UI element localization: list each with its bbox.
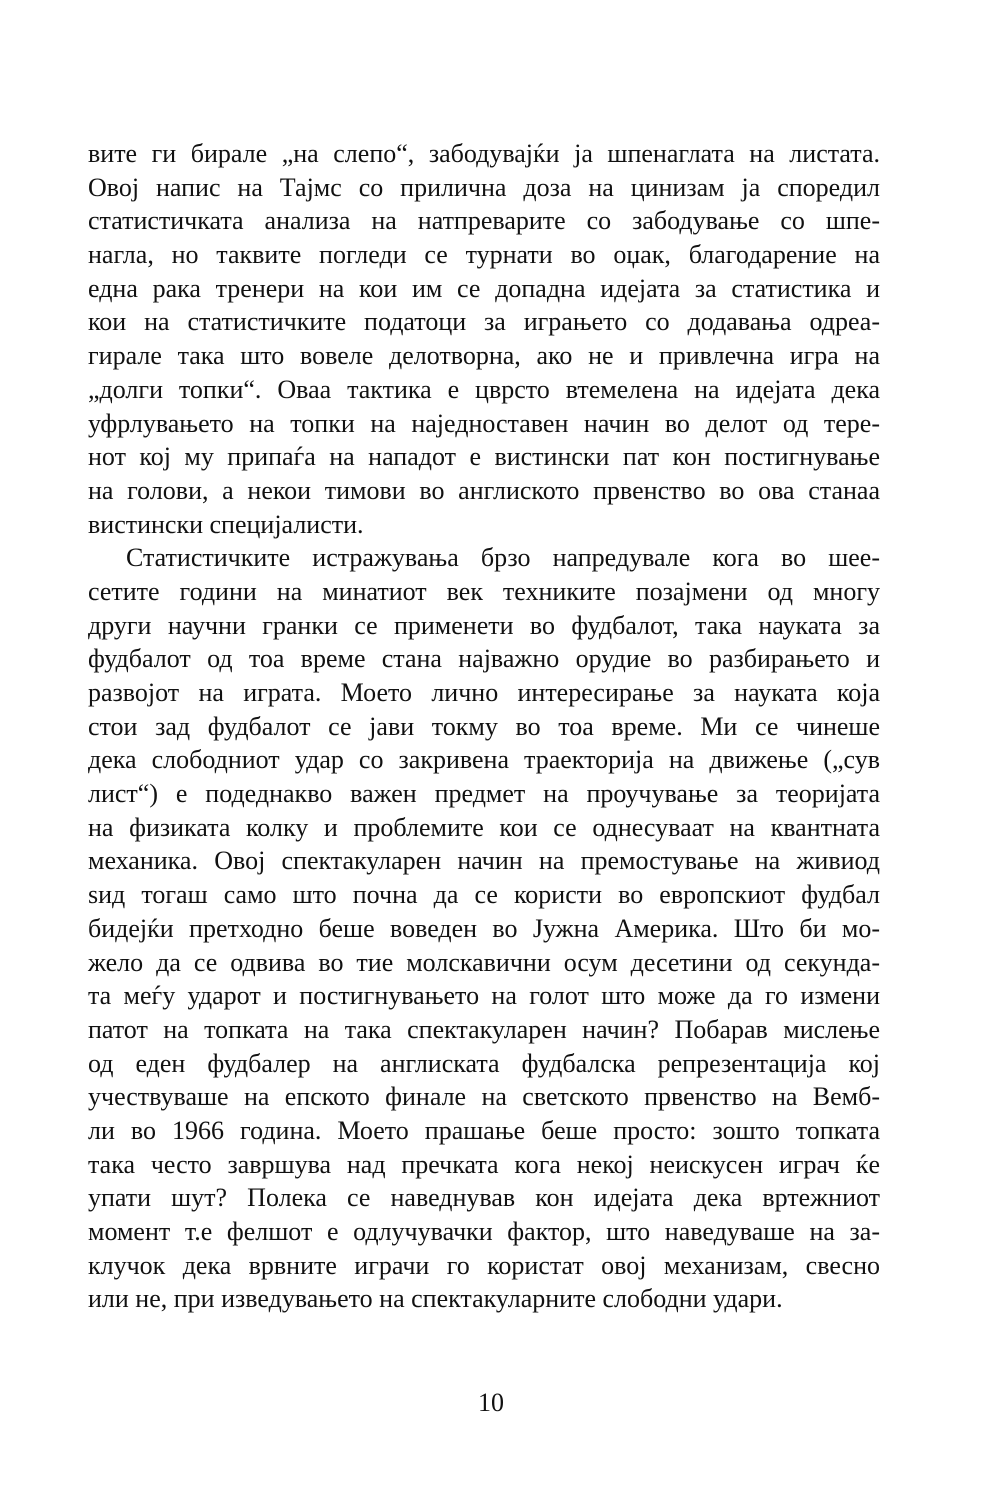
text-line: ѕид тогаш само што почна да се користи во европскиот фудбал: [88, 880, 880, 910]
text-line: учествуваше на епското финале на светското првенство на Вемб-: [88, 1082, 880, 1112]
text-line: развојот на играта. Моето лично интересирање за науката која: [88, 678, 880, 707]
text-line: Овој напис на Тајмс со прилична доза на цинизам ја споредил: [88, 172, 880, 202]
text-line: нот кој му припаѓа на нападот е вистински пат кон постигнување: [88, 442, 880, 472]
text-line: една рака тренери на кои им се допадна идејата за статистика и: [88, 273, 880, 303]
text-line: други научни гранки се применети во фудбалот, така науката за: [88, 610, 880, 640]
text-line: од еден фудбалер на англиската фудбалска репрезентација кој: [88, 1048, 880, 1078]
text-line: жело да се одвива во тие молскавични осум десетини од секунда-: [88, 947, 880, 977]
text-line: сетите години на минатиот век техниките позајмени од многу: [88, 576, 880, 606]
text-line: нагла, но таквите погледи се турнати во оџак, благодарение на: [88, 240, 880, 270]
text-line: патот на топката на така спектакуларен начин? Побарав мислење: [88, 1014, 880, 1044]
text-line: стои зад фудбалот се јави токму во тоа време. Ми се чинеше: [88, 711, 880, 741]
text-line: упати шут? Полека се наведнував кон идејата дека вртежниот: [88, 1183, 880, 1213]
text-line: лист“) е подеднакво важен предмет на проучување за теоријата: [88, 779, 880, 809]
text-line: клучок дека врвните играчи го користат овој механизам, свесно: [88, 1250, 880, 1280]
text-line: та меѓу ударот и постигнувањето на голот што може да го измени: [88, 981, 880, 1011]
text-line: „долги топки“. Оваа тактика е цврсто втемелена на идејата дека: [88, 374, 880, 404]
text-line: или не, при изведувањето на спектакуларните слободни удари.: [88, 1284, 783, 1314]
text-line: ли во 1966 година. Моето прашање беше просто: зошто топката: [88, 1115, 880, 1145]
text-line: дека слободниот удар со закривена траекторија на движење („сув: [88, 745, 880, 775]
page-number: 10: [478, 1388, 504, 1417]
text-line: на голови, а некои тимови во англиското првенство во ова станаа: [88, 475, 880, 505]
page-footer: [0, 1386, 982, 1419]
paragraph: [88, 137, 880, 541]
text-line: на физиката колку и проблемите кои се однесуваат на квантната: [88, 812, 880, 842]
text-line: така често завршува над пречката кога некој неискусен играч ќе: [88, 1149, 880, 1179]
text-line: гирале така што вовеле делотворна, ако не и привлечна игра на: [88, 341, 880, 371]
text-line: момент т.е фелшот е одлучувачки фактор, што наведуваше на за-: [88, 1217, 880, 1246]
text-line: Статистичките истражувања брзо напредувале кога во шее-: [126, 543, 880, 573]
text-line: уфрлувањето на топки на наједноставен начин во делот од тере-: [88, 408, 880, 438]
text-line: кои на статистичките податоци за играњето со додавања одреа-: [88, 307, 880, 337]
text-line: фудбалот од тоа време стана најважно орудие во разбирањето и: [88, 644, 880, 674]
body-text: [88, 137, 880, 1316]
text-line: механика. Овој спектакуларен начин на премостување на живиод: [88, 846, 880, 876]
text-line: вите ги бирале „на слепо“, забодувајќи ја шпенаглата на листата.: [88, 139, 880, 168]
paragraph: [88, 541, 880, 1316]
text-line: статистичката анализа на натпреварите со забодување со шпе-: [88, 206, 880, 236]
text-line: бидејќи претходно беше воведен во Јужна Америка. Што би мо-: [88, 913, 880, 943]
text-line: вистински специјалисти.: [88, 509, 364, 539]
